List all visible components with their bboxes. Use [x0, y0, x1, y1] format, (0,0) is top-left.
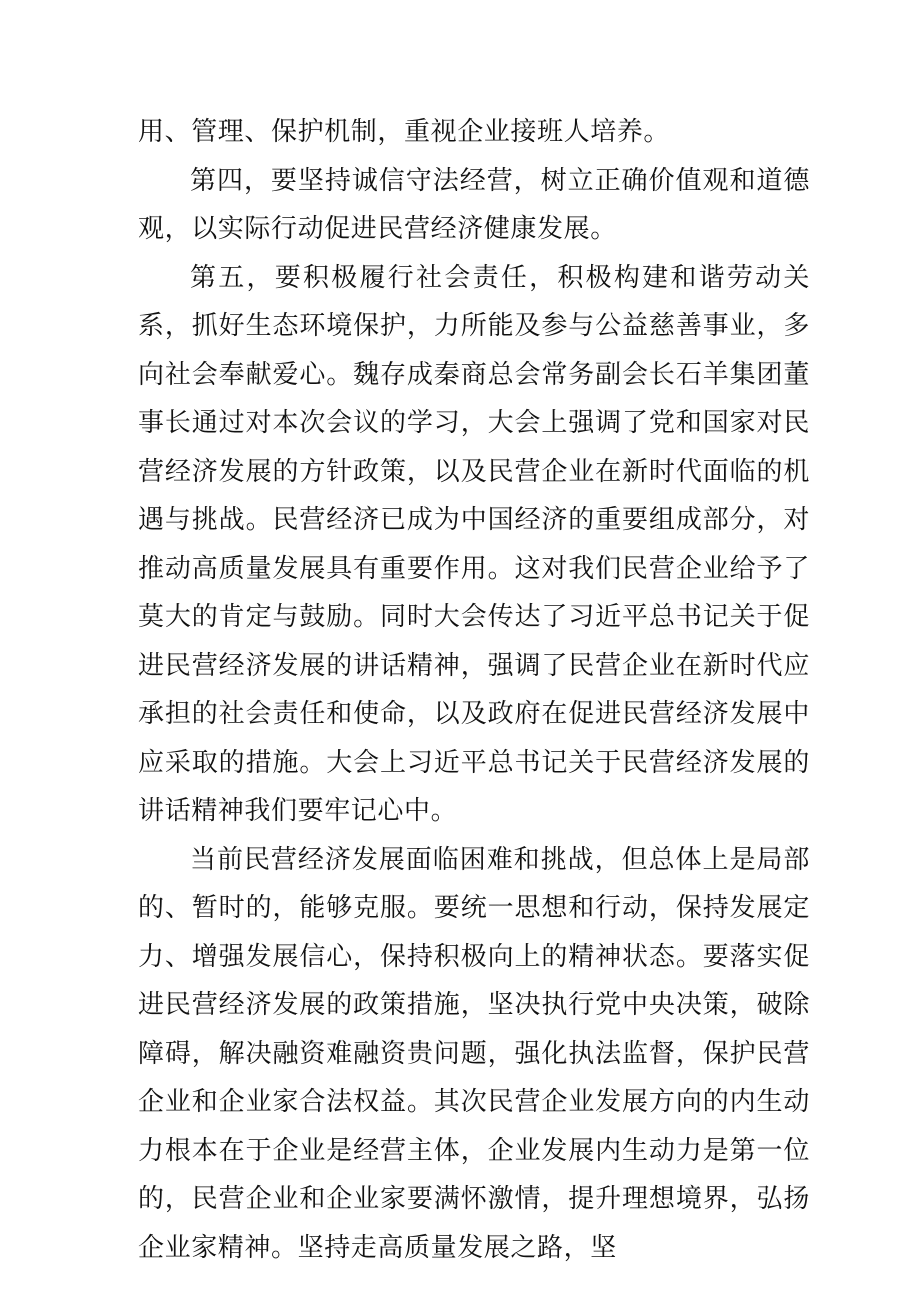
- document-body: [138, 108, 810, 1272]
- paragraph-fifth-point: 第五，要积极履行社会责任，积极构建和谐劳动关系，抓好生态环境保护，力所能及参与公益慈善事业，多向社会奉献爱心。魏存成秦商总会常务副会长石羊集团董事长通过对本次会议的学习，大会上强调了党和国家对民营经济发展的方针政策，以及民营企业在新时代面临的机遇与挑战。民营经济已成为中国经济的重要组成部分，对推动高质量发展具有重要作用。这对我们民营企业给予了莫大的肯定与鼓励。同时大会传达了习近平总书记关于促进民营经济发展的讲话精神，强调了民营企业在新时代应承担的社会责任和使命，以及政府在促进民营经济发展中应采取的措施。大会上习近平总书记关于民营经济发展的讲话精神我们要牢记心中。: [138, 262, 810, 826]
- paragraph-continuation: 用、管理、保护机制，重视企业接班人培养。: [138, 117, 671, 147]
- paragraph-current-challenges: 当前民营经济发展面临困难和挑战，但总体上是局部的、暂时的，能够克服。要统一思想和行动，保持发展定力、增强发展信心，保持积极向上的精神状态。要落实促进民营经济发展的政策措施，坚决执行党中央决策，破除障碍，解决融资难融资贵问题，强化执法监督，保护民营企业和企业家合法权益。其次民营企业发展方向的内生动力根本在于企业是经营主体，企业发展内生动力是第一位的，民营企业和企业家要满怀激情，提升理想境界，弘扬企业家精神。坚持走高质量发展之路，坚: [138, 844, 810, 1263]
- paragraph-fourth-point: 第四，要坚持诚信守法经营，树立正确价值观和道德观，以实际行动促进民营经济健康发展。: [138, 165, 810, 244]
